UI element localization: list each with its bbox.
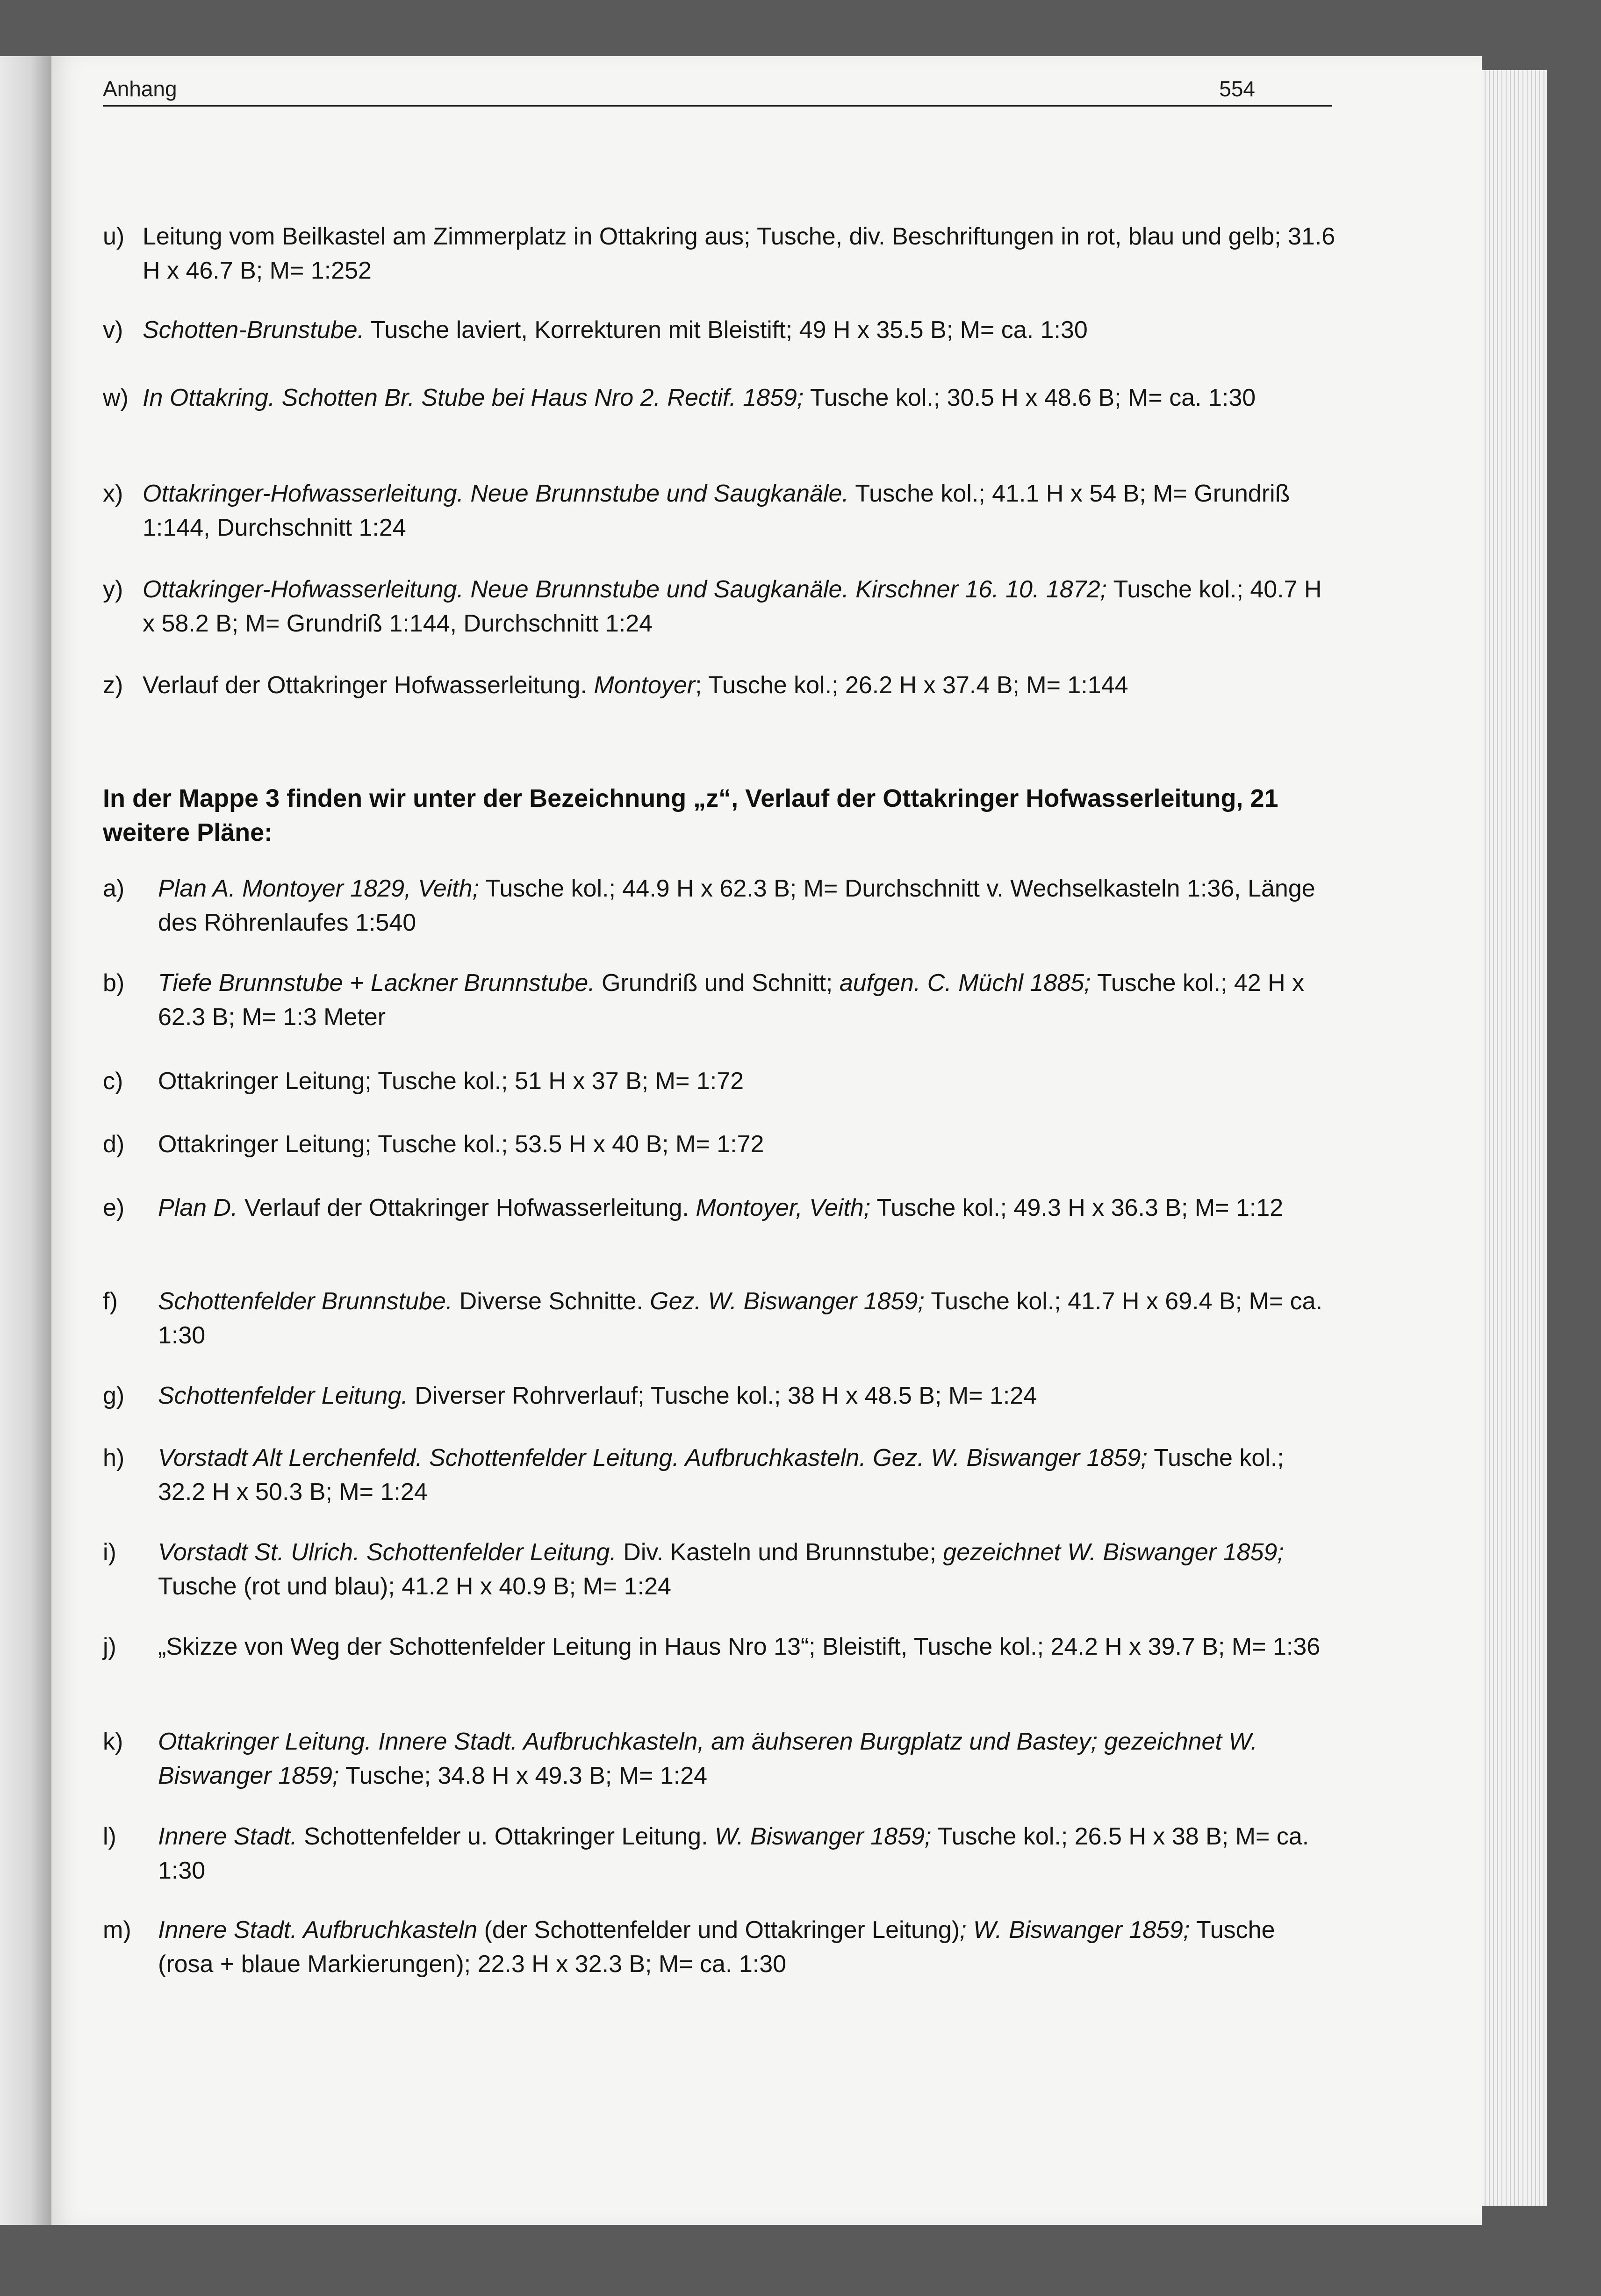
list-item-letter: y)	[103, 576, 123, 603]
italic-text: Tiefe Brunnstube + Lackner Brunnstube.	[158, 969, 595, 997]
italic-text: Schottenfelder Brunnstube.	[158, 1288, 453, 1315]
list-item-text	[158, 966, 1337, 1034]
italic-text: Montoyer, Veith;	[696, 1194, 871, 1221]
text-run: Ottakringer Leitung; Tusche kol.; 53.5 H x 40 B; M= 1:72	[158, 1131, 764, 1158]
list-item-text	[158, 1284, 1337, 1353]
list-item-text	[158, 1820, 1337, 1888]
list-item-text	[143, 381, 1337, 415]
list-item-text	[143, 477, 1337, 545]
list-item-text	[143, 220, 1337, 288]
text-run: Div. Kasteln und Brunnstube;	[616, 1539, 943, 1566]
italic-text: Vorstadt St. Ulrich. Schottenfelder Leitung.	[158, 1539, 617, 1566]
list-item-letter: e)	[103, 1194, 125, 1221]
list-item-letter: b)	[103, 969, 125, 997]
list-item-text	[158, 1191, 1337, 1225]
italic-text: W. Biswanger 1859;	[714, 1823, 932, 1850]
header-section: Anhang	[103, 77, 177, 101]
text-run: Tusche kol.; 42 H x 62.3 B; M= 1:3 Meter	[158, 969, 1305, 1031]
italic-text: Schotten-Brunstube.	[143, 316, 365, 344]
list-item-letter: c)	[103, 1068, 123, 1095]
list-item-text	[158, 1379, 1337, 1413]
italic-text: Plan D.	[158, 1194, 238, 1221]
list-item-letter: f)	[103, 1288, 118, 1315]
list-item-text	[158, 1535, 1337, 1604]
section-heading: In der Mappe 3 finden wir unter der Bezeichnung „z“, Verlauf der Ottakringer Hofwasserleitung, 21 weitere Pläne:	[103, 784, 1278, 847]
italic-text: Innere Stadt.	[158, 1823, 297, 1850]
text-run: Tusche kol.; 32.2 H x 50.3 B; M= 1:24	[158, 1444, 1284, 1506]
text-run: ; Tusche kol.; 26.2 H x 37.4 B; M= 1:144	[695, 672, 1128, 699]
italic-text: In Ottakring. Schotten Br. Stube bei Haus Nro 2. Rectif. 1859;	[143, 384, 804, 411]
list-item-letter: a)	[103, 875, 125, 902]
list-item-letter: l)	[103, 1823, 116, 1850]
italic-text: Vorstadt Alt Lerchenfeld. Schottenfelder Leitung. Aufbruchkasteln. Gez. W. Biswanger 1859;	[158, 1444, 1148, 1471]
italic-text: ; W. Biswanger 1859;	[960, 1916, 1190, 1944]
list-item-text	[158, 1913, 1337, 1981]
italic-text: gezeichnet W. Biswanger 1859;	[943, 1539, 1284, 1566]
list-item-letter: j)	[103, 1633, 116, 1660]
list-item-text	[158, 872, 1337, 940]
list-item-letter: i)	[103, 1539, 116, 1566]
text-run: Verlauf der Ottakringer Hofwasserleitung.	[237, 1194, 696, 1221]
italic-text: Innere Stadt. Aufbruchkasteln	[158, 1916, 478, 1944]
italic-text: Gez. W. Biswanger 1859;	[650, 1288, 925, 1315]
text-run: Tusche (rosa + blaue Markierungen); 22.3 H x 32.3 B; M= ca. 1:30	[158, 1916, 1275, 1978]
list-item-text	[158, 1630, 1337, 1664]
text-run: Schottenfelder u. Ottakringer Leitung.	[297, 1823, 715, 1850]
list-item-text	[143, 668, 1337, 703]
list-item-text	[158, 1127, 1337, 1162]
list-item-letter: g)	[103, 1382, 125, 1409]
text-run: Tusche kol.; 26.5 H x 38 B; M= ca. 1:30	[158, 1823, 1309, 1884]
text-run: Tusche kol.; 49.3 H x 36.3 B; M= 1:12	[870, 1194, 1284, 1221]
italic-text: Ottakringer-Hofwasserleitung. Neue Brunnstube und Saugkanäle.	[143, 480, 849, 507]
list-item-letter: x)	[103, 480, 123, 507]
text-run: Grundriß und Schnitt;	[595, 969, 840, 997]
list-item-letter: h)	[103, 1444, 125, 1471]
text-run: Tusche kol.; 41.7 H x 69.4 B; M= ca. 1:30	[158, 1288, 1323, 1349]
italic-text: Schottenfelder Leitung.	[158, 1382, 408, 1409]
text-run: Diverse Schnitte.	[452, 1288, 650, 1315]
text-run: Tusche (rot und blau); 41.2 H x 40.9 B; M= 1:24	[158, 1573, 671, 1600]
text-run: (der Schottenfelder und Ottakringer Leitung)	[477, 1916, 960, 1944]
running-header	[103, 72, 1332, 107]
text-run: Diverser Rohrverlauf; Tusche kol.; 38 H x 48.5 B; M= 1:24	[408, 1382, 1037, 1409]
italic-text: aufgen. C. Müchl 1885;	[839, 969, 1091, 997]
list-item-text	[158, 1725, 1337, 1793]
list-item-letter: w)	[103, 384, 129, 411]
text-run: Tusche laviert, Korrekturen mit Bleistift; 49 H x 35.5 B; M= ca. 1:30	[364, 316, 1088, 344]
text-run: Tusche kol.; 30.5 H x 48.6 B; M= ca. 1:30	[804, 384, 1256, 411]
list-item-text	[143, 313, 1337, 347]
book-page-edges	[1477, 70, 1547, 2206]
text-run: „Skizze von Weg der Schottenfelder Leitung in Haus Nro 13“; Bleistift, Tusche kol.; 24.2 H x 39.7 B; M= 1:36	[158, 1633, 1321, 1660]
list-item-letter: u)	[103, 223, 125, 250]
list-item-letter: z)	[103, 672, 123, 699]
list-item-text	[158, 1441, 1337, 1509]
list-item-text	[143, 573, 1337, 641]
italic-text: Ottakringer-Hofwasserleitung. Neue Brunnstube und Saugkanäle. Kirschner 16. 10. 1872;	[143, 576, 1107, 603]
text-run: Tusche kol.; 41.1 H x 54 B; M= Grundriß 1:144, Durchschnitt 1:24	[143, 480, 1290, 541]
text-run: Ottakringer Leitung; Tusche kol.; 51 H x 37 B; M= 1:72	[158, 1068, 744, 1095]
page-number: 554	[1219, 77, 1255, 101]
list-item-letter: v)	[103, 316, 123, 344]
text-run: Tusche; 34.8 H x 49.3 B; M= 1:24	[339, 1762, 708, 1789]
list-item-letter: k)	[103, 1728, 123, 1755]
list-item-letter: m)	[103, 1916, 131, 1944]
list-item-letter: d)	[103, 1131, 125, 1158]
text-run: Leitung vom Beilkastel am Zimmerplatz in Ottakring aus; Tusche, div. Beschriftungen in rot, blau und gelb; 31.6 H x 46.7 B; M= 1:252	[143, 223, 1335, 284]
italic-text: Montoyer	[594, 672, 696, 699]
italic-text: Ottakringer Leitung. Innere Stadt. Aufbruchkasteln, am äuhseren Burgplatz und Bastey; gezeichnet W. Biswanger 1859;	[158, 1728, 1257, 1789]
previous-page-edge	[0, 56, 51, 2225]
list-item-text	[158, 1064, 1337, 1098]
italic-text: Plan A. Montoyer 1829, Veith;	[158, 875, 479, 902]
text-run: Tusche kol.; 40.7 H x 58.2 B; M= Grundriß 1:144, Durchschnitt 1:24	[143, 576, 1322, 637]
text-run: Verlauf der Ottakringer Hofwasserleitung.	[143, 672, 594, 699]
text-run: Tusche kol.; 44.9 H x 62.3 B; M= Durchschnitt v. Wechselkasteln 1:36, Länge des Röhrenlaufes 1:540	[158, 875, 1315, 936]
